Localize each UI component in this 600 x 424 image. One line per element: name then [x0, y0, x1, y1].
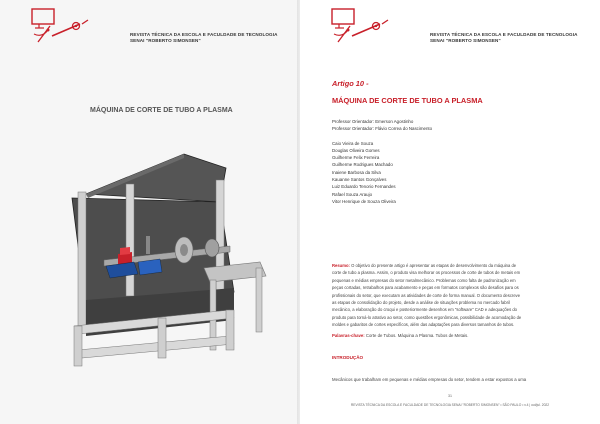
- author: Douglas Oliveira Gomes: [332, 147, 380, 153]
- abstract-line: mecânico, a elaboração do croqui e posteriormente desenhos em "software" CAD e adequações do: [332, 307, 518, 313]
- body-text: Mecânicos que trabalham em pequenas e médias empresas do setor, tendem a estar expostos a uma: [332, 377, 527, 382]
- page-number: 31: [448, 394, 452, 398]
- abstract-line: profissionais do setor, que executam as atividades de corte de forma manual. O documento descreve: [332, 292, 521, 298]
- abstract-line: pequenas e médias empresas do setor metalmecânico. Problemas como falta de padronização em: [332, 277, 516, 283]
- journal-header-line1: REVISTA TÉCNICA DA ESCOLA E FACULDADE DE TECNOLOGIA: [430, 32, 578, 37]
- author-list: [332, 118, 432, 205]
- journal-logo: [30, 8, 92, 46]
- abstract-line: as etapas de consolidação do projeto, desde a análise de situações problema no mercado fabril: [332, 300, 510, 306]
- page-footer: REVISTA TÉCNICA DA ESCOLA E FACULDADE DE TECNOLOGIA SENAI "ROBERTO SIMONSEN" • SÃO PAULO • v.4 | out/jul. 2022: [350, 403, 550, 407]
- journal-header-line2: SENAI "ROBERTO SIMONSEN": [130, 37, 201, 43]
- left-page-title: MÁQUINA DE CORTE DE TUBO A PLASMA: [90, 107, 233, 114]
- journal-header-line2: SENAI "ROBERTO SIMONSEN": [430, 37, 501, 43]
- abstract-line: moldes e gabaritos de cortes específicos, além das adaptações para diversos tamanhos de tubos.: [332, 322, 515, 328]
- author: Kauanne Santos Gonçalves: [332, 177, 387, 183]
- abstract-label: Resumo:: [332, 263, 350, 268]
- right-page: [300, 0, 600, 424]
- author: Guilherme Rodrigues Machado: [332, 162, 393, 168]
- journal-header-line1: REVISTA TÉCNICA DA ESCOLA E FACULDADE DE TECNOLOGIA: [130, 32, 278, 37]
- abstract-line: produto para torná-lo atrativo ao setor, como questões ergonômicas, possibilidade de acomodação de: [332, 314, 522, 320]
- advisor-2: Professor Orientador: Flávio Correa do Nascimento: [332, 126, 433, 132]
- plasma-cutter-machine-illustration: [34, 150, 274, 380]
- journal-header: [130, 32, 278, 43]
- abstract-line: corte de tubo a plasma. Assim, o produto visa melhorar os processos de corte de tubos de metais em: [332, 270, 521, 276]
- author: Caio Vieira de Souza: [332, 140, 374, 146]
- author: Vitor Henrique de Souza Oliveira: [332, 198, 396, 204]
- keywords-label: Palavras-chave:: [332, 333, 365, 338]
- article-number: Artigo 10 -: [332, 79, 369, 88]
- author: Inaiene Barbosa da Silva: [332, 169, 381, 175]
- abstract-line: peças cortadas, retrabalhos para acabamento e peças em formatos complexos são desafios para os: [332, 285, 519, 291]
- keywords: [332, 333, 468, 338]
- abstract: [332, 262, 587, 329]
- journal-header: [430, 32, 578, 43]
- advisor-1: Professor Orientador: Emerson Agostinho: [332, 119, 414, 124]
- journal-logo: [330, 8, 392, 46]
- introduction-heading: INTRODUÇÃO: [332, 355, 364, 360]
- author: Guilherme Felix Ferreira: [332, 155, 380, 161]
- author: Luiz Eduardo Tenorio Fernandes: [332, 184, 396, 190]
- abstract-line: O objetivo do presente artigo é apresentar as etapas de desenvolvimento da máquina de: [349, 263, 517, 268]
- keywords-text: Corte de Tubos. Máquina a Plasma. Tubos de Metais.: [364, 333, 469, 338]
- article-title: MÁQUINA DE CORTE DE TUBO A PLASMA: [332, 96, 483, 105]
- author: Rafael Souza Araujo: [332, 191, 373, 197]
